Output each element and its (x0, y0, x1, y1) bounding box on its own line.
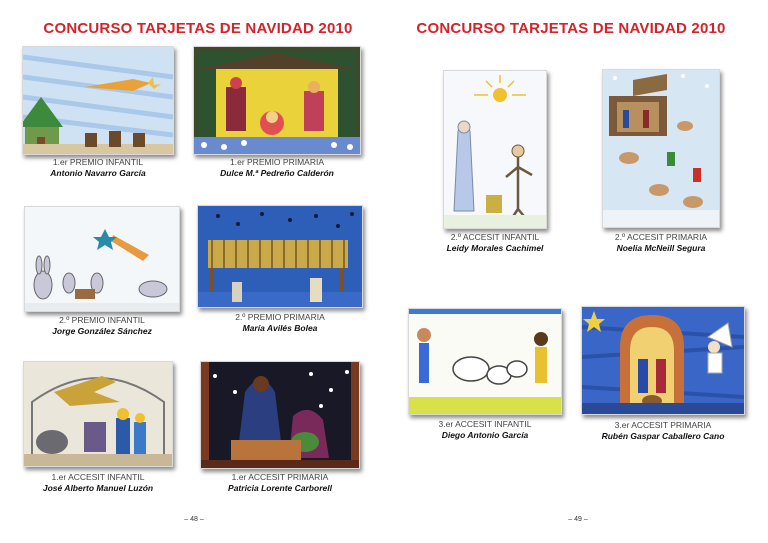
winner-name: Patricia Lorente Carborell (228, 483, 332, 493)
award-label: 3.er ACCESIT INFANTIL (438, 419, 532, 429)
drawing-picture (408, 308, 562, 415)
award-label: 1.er ACCESIT INFANTIL (51, 472, 145, 482)
award-label: 1.er PREMIO PRIMARIA (230, 157, 324, 167)
winner-name: Noelia McNeill Segura (616, 243, 706, 253)
drawing-picture (22, 46, 174, 155)
card-2o-accesit-primaria (602, 69, 720, 259)
award-label: 3.er ACCESIT PRIMARIA (614, 420, 712, 430)
card-3er-accesit-infantil (408, 308, 562, 446)
winner-name: Jorge González Sánchez (52, 326, 152, 336)
winner-name: José Alberto Manuel Luzón (42, 483, 154, 493)
page-title: CONCURSO TARJETAS DE NAVIDAD 2010 (416, 20, 726, 37)
drawing-picture (200, 361, 360, 469)
award-label: 2.º PREMIO PRIMARIA (235, 312, 325, 322)
card-2o-accesit-infantil (443, 70, 547, 260)
award-label: 2.º ACCESIT PRIMARIA (614, 232, 708, 242)
winner-name: Antonio Navarro García (50, 168, 146, 178)
award-label: 2.º ACCESIT INFANTIL (450, 232, 540, 242)
award-label: 1.er ACCESIT PRIMARIA (231, 472, 329, 482)
page-title: CONCURSO TARJETAS DE NAVIDAD 2010 (43, 20, 353, 37)
drawing-picture (602, 69, 720, 228)
page-number: – 49 – (568, 516, 588, 523)
card-1er-accesit-primaria (200, 361, 360, 495)
card-1er-accesit-infantil (23, 361, 173, 495)
drawing-picture (581, 306, 745, 415)
winner-name: Rubén Gaspar Caballero Cano (601, 431, 725, 441)
card-2o-premio-infantil (24, 206, 180, 342)
drawing-picture (197, 205, 363, 308)
winner-name: María Avilés Bolea (242, 323, 318, 333)
card-1er-premio-primaria (193, 46, 361, 184)
winner-name: Leidy Morales Cachimel (446, 243, 544, 253)
award-label: 1.er PREMIO INFANTIL (52, 157, 144, 167)
right-page (384, 0, 768, 543)
card-2o-premio-primaria (197, 205, 363, 339)
winner-name: Dulce M.ª Pedreño Calderón (220, 168, 334, 178)
winner-name: Diego Antonio García (441, 430, 529, 440)
drawing-picture (24, 206, 180, 312)
drawing-picture (443, 70, 547, 229)
page-number: – 48 – (184, 516, 204, 523)
drawing-picture (193, 46, 361, 155)
drawing-picture (23, 361, 173, 467)
award-label: 2.º PREMIO INFANTIL (59, 315, 145, 325)
card-1er-premio-infantil (22, 46, 174, 184)
card-3er-accesit-primaria (581, 306, 745, 446)
